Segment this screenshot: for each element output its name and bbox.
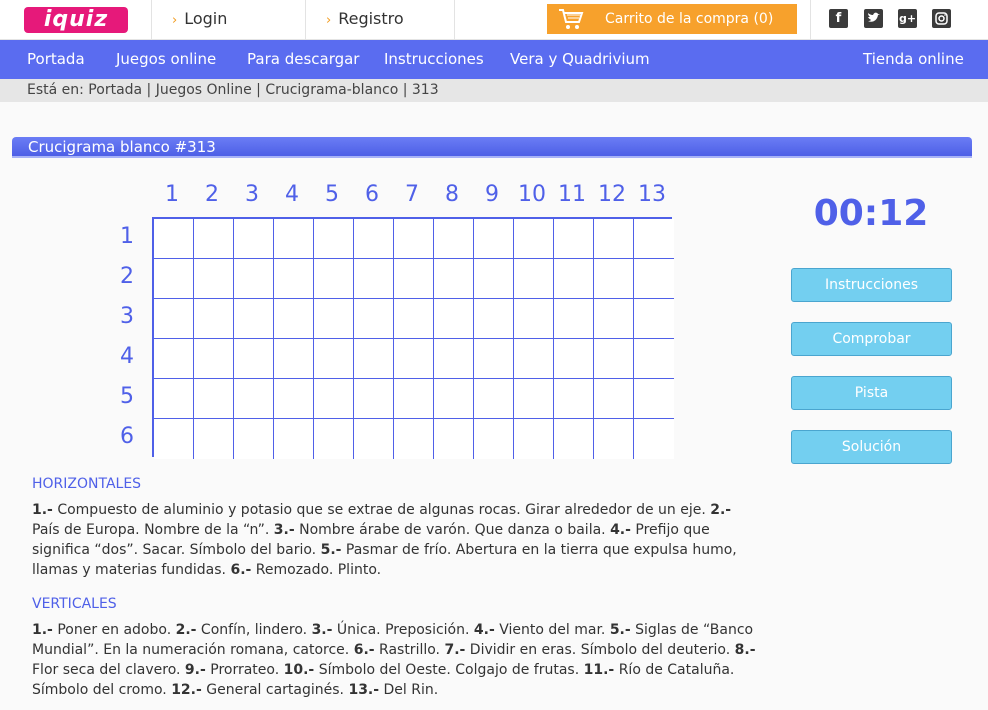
google-plus-icon[interactable]: g+: [898, 9, 917, 28]
chevron-right-icon: ›: [326, 13, 332, 28]
grid-cell[interactable]: [594, 379, 634, 419]
divider: [151, 0, 152, 40]
grid-cell[interactable]: [554, 299, 594, 339]
column-number: 5: [325, 182, 339, 207]
grid-cell[interactable]: [154, 299, 194, 339]
column-number: 1: [165, 182, 179, 207]
nav-item-para-descargar[interactable]: Para descargar: [247, 50, 360, 68]
grid-cell[interactable]: [434, 219, 474, 259]
grid-cell[interactable]: [394, 259, 434, 299]
across-clues: [32, 476, 757, 580]
grid-cell[interactable]: [274, 219, 314, 259]
clue-text: Prefijo que significa “dos”. Sacar. Símbolo del bario.: [32, 522, 710, 558]
grid-cell[interactable]: [274, 299, 314, 339]
twitter-icon[interactable]: [864, 9, 883, 28]
clue-text: Siglas de “Banco Mundial”. En la numeración romana, catorce.: [32, 622, 754, 658]
clue-number: 4.-: [473, 622, 495, 638]
clue-number: 3.-: [273, 522, 295, 538]
grid-cell[interactable]: [274, 379, 314, 419]
grid-cell[interactable]: [514, 379, 554, 419]
clue-number: 3.-: [311, 622, 333, 638]
row-number: 1: [120, 224, 134, 249]
grid-cell[interactable]: [354, 299, 394, 339]
grid-cell[interactable]: [434, 259, 474, 299]
check-button[interactable]: Comprobar: [791, 322, 952, 356]
clue-text: Nombre árabe de varón. Que danza o baila.: [294, 522, 611, 538]
column-number: 10: [518, 182, 546, 207]
column-number: 13: [638, 182, 666, 207]
grid-cell[interactable]: [474, 299, 514, 339]
grid-cell[interactable]: [554, 219, 594, 259]
grid-cell[interactable]: [634, 299, 674, 339]
clue-number: 9.-: [184, 662, 206, 678]
grid-cell[interactable]: [434, 379, 474, 419]
clue-text: Rastrillo.: [374, 642, 445, 658]
across-heading: HORIZONTALES: [32, 476, 142, 492]
grid-cell[interactable]: [594, 419, 634, 459]
grid-cell[interactable]: [554, 379, 594, 419]
grid-cell[interactable]: [154, 379, 194, 419]
grid-cell[interactable]: [514, 299, 554, 339]
grid-cell[interactable]: [594, 259, 634, 299]
grid-cell[interactable]: [634, 379, 674, 419]
nav-item-tienda-online[interactable]: Tienda online: [863, 50, 964, 68]
grid-cell[interactable]: [234, 299, 274, 339]
column-number: 6: [365, 182, 379, 207]
grid-cell[interactable]: [354, 419, 394, 459]
register-label: Registro: [338, 9, 404, 28]
grid-cell[interactable]: [194, 419, 234, 459]
grid-cell[interactable]: [194, 259, 234, 299]
clue-text: Prorrateo.: [205, 662, 284, 678]
row-number: 3: [120, 304, 134, 329]
grid-cell[interactable]: [434, 339, 474, 379]
grid-cell[interactable]: [514, 219, 554, 259]
grid-cell[interactable]: [514, 339, 554, 379]
grid-cell[interactable]: [234, 219, 274, 259]
page-title: Crucigrama blanco #313: [28, 138, 216, 156]
column-number: 3: [245, 182, 259, 207]
instructions-button[interactable]: Instrucciones: [791, 268, 952, 302]
grid-cell[interactable]: [194, 339, 234, 379]
grid-cell[interactable]: [634, 419, 674, 459]
nav-item-vera-quadrivium[interactable]: Vera y Quadrivium: [510, 50, 650, 68]
grid-cell[interactable]: [434, 299, 474, 339]
grid-cell[interactable]: [594, 339, 634, 379]
grid-cell[interactable]: [354, 219, 394, 259]
grid-cell[interactable]: [194, 299, 234, 339]
nav-item-juegos-online[interactable]: Juegos online: [116, 50, 217, 68]
across-clue-text: [32, 500, 757, 580]
grid-cell[interactable]: [314, 419, 354, 459]
grid-cell[interactable]: [394, 299, 434, 339]
solution-button[interactable]: Solución: [791, 430, 952, 464]
row-number: 2: [120, 264, 134, 289]
instagram-icon[interactable]: [932, 9, 951, 28]
grid-cell[interactable]: [154, 259, 194, 299]
grid-cell[interactable]: [314, 379, 354, 419]
grid-cell[interactable]: [394, 219, 434, 259]
hint-button[interactable]: Pista: [791, 376, 952, 410]
grid-cell[interactable]: [634, 219, 674, 259]
grid-cell[interactable]: [474, 339, 514, 379]
clue-text: Río de Cataluña. Símbolo del cromo.: [32, 662, 735, 698]
clue-number: 1.-: [32, 502, 53, 518]
grid-cell[interactable]: [154, 339, 194, 379]
clue-text: País de Europa. Nombre de la “n”.: [32, 522, 274, 538]
down-clues: [32, 596, 757, 700]
clue-text: Del Rin.: [379, 682, 439, 698]
grid-cell[interactable]: [594, 299, 634, 339]
iquiz-logo[interactable]: iquiz: [24, 7, 128, 33]
clue-number: 8.-: [734, 642, 756, 658]
column-number: 7: [405, 182, 419, 207]
clue-text: General cartaginés.: [201, 682, 349, 698]
grid-cell[interactable]: [234, 259, 274, 299]
divider: [810, 0, 811, 40]
clue-number: 10.-: [283, 662, 315, 678]
clue-number: 2.-: [710, 502, 732, 518]
grid-cell[interactable]: [394, 339, 434, 379]
divider: [305, 0, 306, 40]
row-number: 4: [120, 344, 134, 369]
facebook-icon[interactable]: f: [829, 9, 848, 28]
clue-text: Remozado. Plinto.: [251, 562, 382, 578]
grid-cell[interactable]: [594, 219, 634, 259]
breadcrumb[interactable]: Está en: Portada | Juegos Online | Crucigrama-blanco | 313: [27, 82, 439, 98]
main-nav: [0, 40, 988, 79]
chevron-right-icon: ›: [172, 13, 178, 28]
grid-cell[interactable]: [274, 259, 314, 299]
clue-number: 5.-: [320, 542, 342, 558]
clue-number: 1.-: [32, 622, 53, 638]
down-clue-text: [32, 620, 757, 700]
down-heading: VERTICALES: [32, 596, 117, 612]
grid-cell[interactable]: [274, 419, 314, 459]
grid-cell[interactable]: [554, 339, 594, 379]
breadcrumb-bar: [0, 79, 988, 102]
grid-cell[interactable]: [154, 419, 194, 459]
grid-cell[interactable]: [394, 419, 434, 459]
grid-cell[interactable]: [474, 419, 514, 459]
clue-text: Dividir en eras. Símbolo del deuterio.: [465, 642, 735, 658]
grid-cell[interactable]: [314, 219, 354, 259]
clue-number: 6.-: [353, 642, 375, 658]
grid-cell[interactable]: [234, 419, 274, 459]
clue-number: 5.-: [609, 622, 631, 638]
column-number: 9: [485, 182, 499, 207]
clue-text: Confín, lindero.: [196, 622, 312, 638]
column-number: 12: [598, 182, 626, 207]
grid-cell[interactable]: [314, 339, 354, 379]
login-link[interactable]: [172, 9, 227, 28]
clue-text: Flor seca del clavero.: [32, 662, 185, 678]
clue-number: 4.-: [610, 522, 631, 538]
grid-cell[interactable]: [354, 339, 394, 379]
clue-number: 12.-: [171, 682, 202, 698]
grid-cell[interactable]: [274, 339, 314, 379]
clue-text: Única. Preposición.: [332, 622, 474, 638]
clue-text: Pasmar de frío. Abertura en la tierra que expulsa humo, llamas y materias fundidas.: [32, 542, 737, 578]
grid-cell[interactable]: [634, 339, 674, 379]
grid-cell[interactable]: [154, 219, 194, 259]
grid-cell[interactable]: [474, 379, 514, 419]
grid-cell[interactable]: [554, 419, 594, 459]
nav-item-instrucciones[interactable]: Instrucciones: [384, 50, 484, 68]
grid-cell[interactable]: [634, 259, 674, 299]
timer: 00:12: [813, 193, 929, 234]
clue-number: 11.-: [583, 662, 615, 678]
clue-number: 13.-: [348, 682, 380, 698]
puzzle-title-bar: [12, 137, 972, 158]
grid-cell[interactable]: [314, 259, 354, 299]
grid-cell[interactable]: [194, 379, 234, 419]
shopping-cart-icon: [557, 7, 585, 31]
clue-number: 6.-: [230, 562, 252, 578]
clue-text: Compuesto de aluminio y potasio que se extrae de algunas rocas. Girar alrededor de un eje.: [52, 502, 711, 518]
grid-cell[interactable]: [354, 379, 394, 419]
grid-cell[interactable]: [474, 259, 514, 299]
grid-cell[interactable]: [194, 219, 234, 259]
cart-button[interactable]: [547, 4, 797, 34]
clue-text: Viento del mar.: [494, 622, 610, 638]
column-number: 8: [445, 182, 459, 207]
grid-cell[interactable]: [354, 259, 394, 299]
clue-number: 7.-: [444, 642, 466, 658]
grid-cell[interactable]: [314, 299, 354, 339]
grid-cell[interactable]: [434, 419, 474, 459]
clue-text: Poner en adobo.: [52, 622, 176, 638]
crossword-grid: [152, 217, 672, 457]
column-number: 4: [285, 182, 299, 207]
register-link[interactable]: [326, 9, 404, 28]
grid-cell[interactable]: [554, 259, 594, 299]
grid-cell[interactable]: [234, 339, 274, 379]
grid-cell[interactable]: [394, 379, 434, 419]
cart-label: Carrito de la compra (0): [605, 11, 774, 27]
column-number: 11: [558, 182, 586, 207]
row-number: 6: [120, 424, 134, 449]
clue-number: 2.-: [175, 622, 197, 638]
grid-cell[interactable]: [234, 379, 274, 419]
login-label: Login: [184, 9, 228, 28]
grid-cell[interactable]: [474, 219, 514, 259]
column-number: 2: [205, 182, 219, 207]
grid-cell[interactable]: [514, 259, 554, 299]
clue-text: Símbolo del Oeste. Colgajo de frutas.: [314, 662, 584, 678]
row-number: 5: [120, 384, 134, 409]
nav-item-portada[interactable]: Portada: [27, 50, 85, 68]
grid-cell[interactable]: [514, 419, 554, 459]
top-header: [0, 0, 988, 40]
divider: [454, 0, 455, 40]
